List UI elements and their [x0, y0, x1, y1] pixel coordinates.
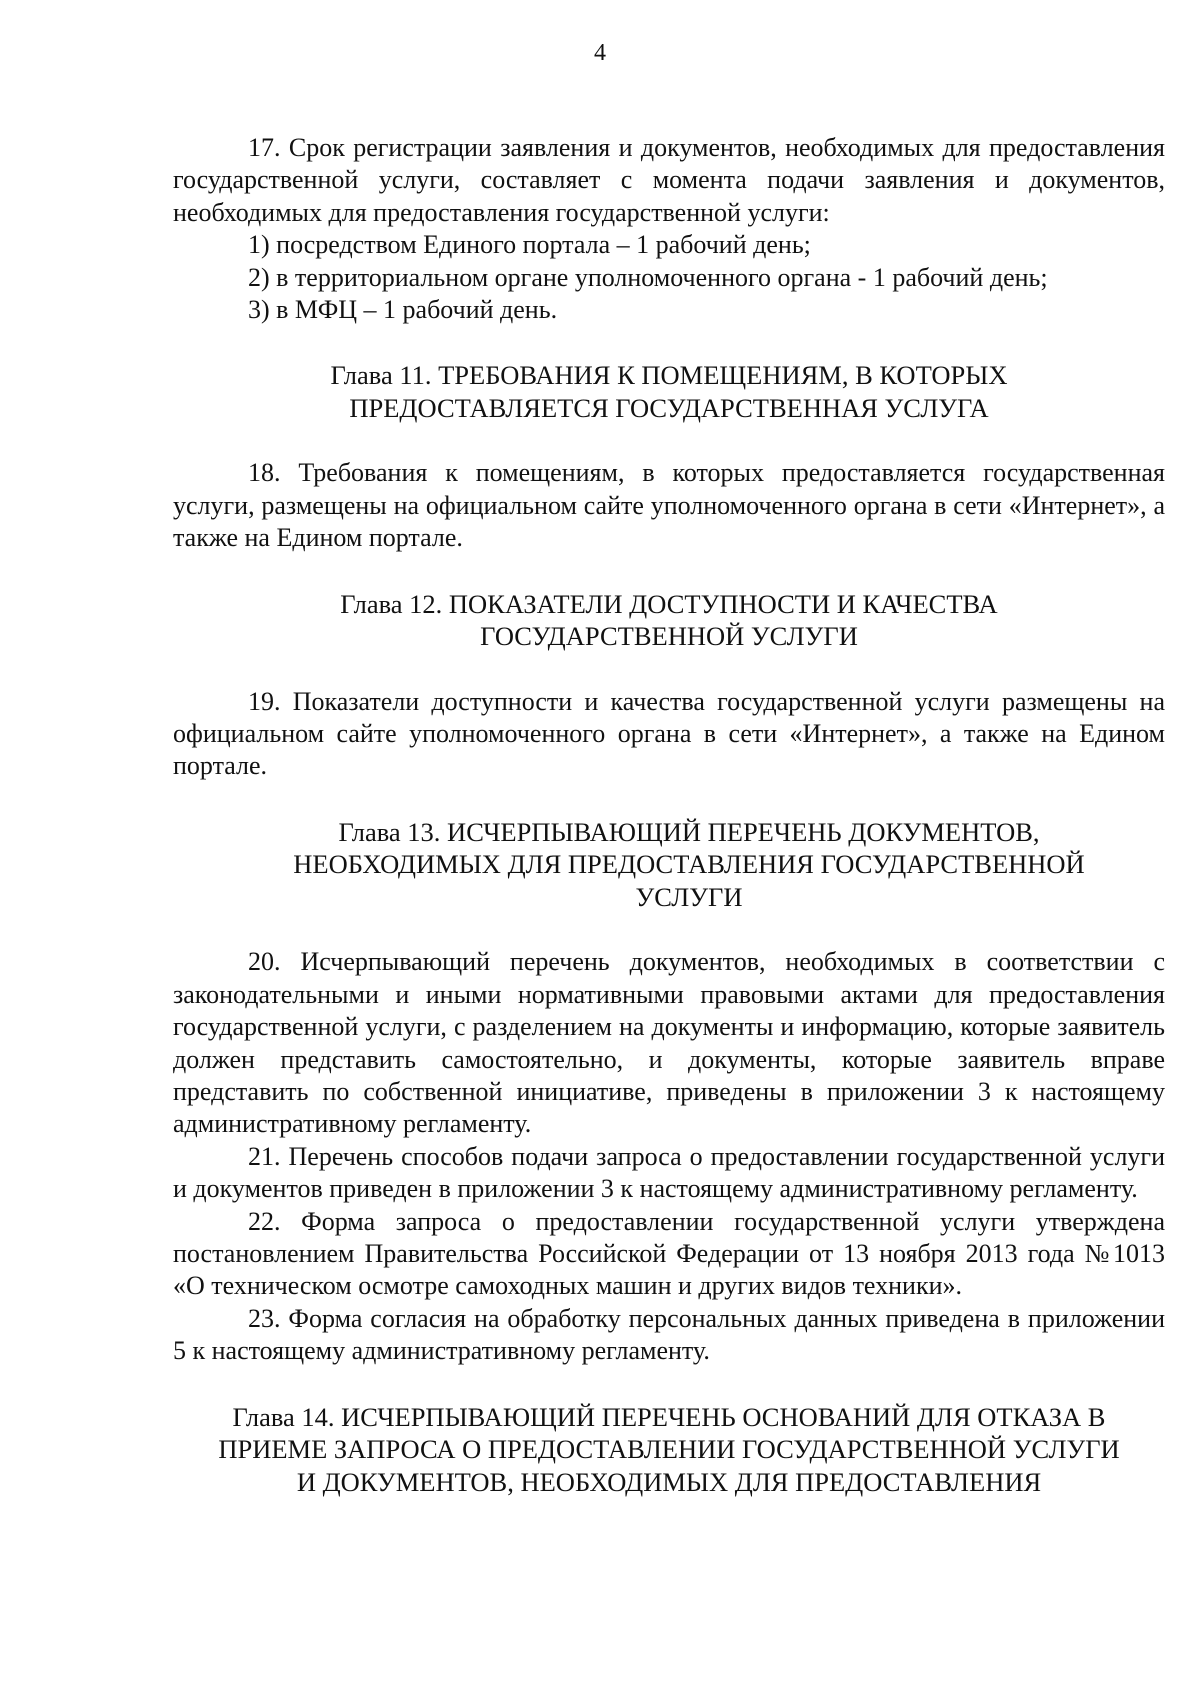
chapter-13-heading-line-1: Глава 13. ИСЧЕРПЫВАЮЩИЙ ПЕРЕЧЕНЬ ДОКУМЕНТОВ, — [338, 816, 1040, 847]
paragraph-17-item-3: 3) в МФЦ – 1 рабочий день. — [248, 295, 558, 325]
paragraph-23: 23. Форма согласия на обработку персональных данных приведена в приложении 5 к настоящему административному регламенту. — [173, 1303, 1165, 1366]
chapter-14-heading-line-2: ПРИЕМЕ ЗАПРОСА О ПРЕДОСТАВЛЕНИИ ГОСУДАРСТВЕННОЙ УСЛУГИ — [218, 1434, 1120, 1465]
chapter-12-heading — [173, 588, 1165, 653]
chapter-13-heading-line-3: УСЛУГИ — [635, 881, 743, 912]
chapter-14-heading-line-1: Глава 14. ИСЧЕРПЫВАЮЩИЙ ПЕРЕЧЕНЬ ОСНОВАНИЙ ДЛЯ ОТКАЗА В — [232, 1401, 1106, 1432]
paragraph-19: 19. Показатели доступности и качества государственной услуги размещены на официальном сайте уполномоченного органа в сети «Интернет», а также на Едином портале. — [173, 686, 1165, 781]
chapter-11-heading-line-2: ПРЕДОСТАВЛЯЕТСЯ ГОСУДАРСТВЕННАЯ УСЛУГА — [349, 392, 989, 423]
document-body — [173, 132, 1165, 1498]
page-number: 4 — [594, 40, 606, 66]
chapter-12-heading-line-1: Глава 12. ПОКАЗАТЕЛИ ДОСТУПНОСТИ И КАЧЕСТВА — [340, 588, 998, 619]
chapter-13-heading-line-2: НЕОБХОДИМЫХ ДЛЯ ПРЕДОСТАВЛЕНИЯ ГОСУДАРСТВЕННОЙ — [293, 849, 1085, 880]
chapter-11-heading — [173, 359, 1165, 424]
chapter-13-heading — [173, 816, 1165, 914]
paragraph-17-item-1: 1) посредством Единого портала – 1 рабочий день; — [248, 230, 811, 260]
paragraph-17-item-2: 2) в территориальном органе уполномоченного органа - 1 рабочий день; — [248, 262, 1048, 292]
paragraph-22: 22. Форма запроса о предоставлении государственной услуги утверждена постановлением Правительства Российской Федерации от 13 ноября 2013 года №1013 «О техническом осмотре самоходных машин и других видов техники». — [173, 1206, 1165, 1301]
chapter-11-heading-line-1: Глава 11. ТРЕБОВАНИЯ К ПОМЕЩЕНИЯМ, В КОТОРЫХ — [330, 360, 1008, 391]
paragraph-17: 17. Срок регистрации заявления и документов, необходимых для предоставления государственной услуги, составляет с момента подачи заявления и документов, необходимых для предоставления государственной услуги: — [173, 133, 1165, 227]
paragraph-18: 18. Требования к помещениям, в которых предоставляется государственная услуги, размещены на официальном сайте уполномоченного органа в сети «Интернет», а также на Едином портале. — [173, 458, 1165, 553]
chapter-14-heading-line-3: И ДОКУМЕНТОВ, НЕОБХОДИМЫХ ДЛЯ ПРЕДОСТАВЛЕНИЯ — [296, 1466, 1042, 1497]
chapter-14-heading — [173, 1401, 1165, 1499]
paragraph-21: 21. Перечень способов подачи запроса о предоставлении государственной услуги и документов приведен в приложении 3 к настоящему административному регламенту. — [173, 1141, 1165, 1204]
paragraph-20: 20. Исчерпывающий перечень документов, необходимых в соответствии с законодательными и иными нормативными правовыми актами для предоставления государственной услуги, с разделением на документы и информацию, которые заявитель должен представить самостоятельно, и документы, которые заявитель вправе представить по собственной инициативе, приведены в приложении 3 к настоящему административному регламенту. — [173, 947, 1165, 1139]
chapter-12-heading-line-2: ГОСУДАРСТВЕННОЙ УСЛУГИ — [480, 621, 858, 652]
